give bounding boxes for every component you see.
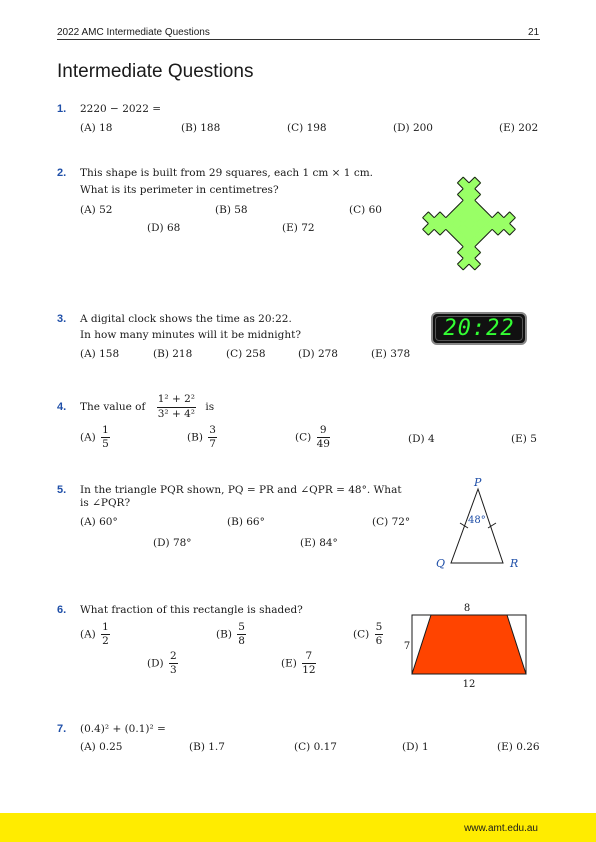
option-e: (E) 378 — [371, 348, 411, 360]
option-d: (D) 200 — [393, 122, 433, 134]
rectangle-figure — [398, 598, 540, 690]
option-numerator: 1 — [101, 425, 110, 438]
triangle-outline — [451, 489, 503, 563]
option-label: (D) — [147, 657, 164, 670]
question-number: 3. — [57, 313, 67, 325]
option-a: (A) 60° — [80, 516, 118, 528]
section-title: Intermediate Questions — [57, 61, 254, 82]
fraction-numerator: 1² + 2² — [157, 394, 196, 407]
option-numerator: 7 — [302, 651, 315, 664]
clock-display: 20:22 — [443, 316, 515, 341]
option-b — [187, 425, 217, 450]
option-a: (A) 0.25 — [80, 741, 123, 753]
shaded-trapezoid — [412, 615, 526, 674]
top-length-label: 8 — [463, 603, 471, 614]
option-e: (E) 72 — [282, 222, 315, 234]
side-length-label: 7 — [403, 641, 411, 652]
option-c: (C) 0.17 — [294, 741, 337, 753]
question-text: In the triangle PQR shown, PQ = PR and ∠QPR = 48°. What — [80, 484, 402, 496]
question-text — [80, 388, 214, 426]
question-text-tail: is — [205, 401, 215, 413]
page-number: 21 — [528, 27, 540, 38]
header-rule — [57, 39, 540, 40]
option-label: (C) — [353, 628, 370, 641]
question-number: 5. — [57, 484, 67, 496]
option-denominator: 8 — [238, 635, 245, 648]
option-denominator: 2 — [102, 635, 109, 648]
question-text: What is its perimeter in centimetres? — [80, 184, 279, 196]
option-c: (C) 72° — [372, 516, 411, 528]
fraction-expression — [157, 394, 196, 419]
question-number: 1. — [57, 103, 67, 115]
option-b: (B) 1.7 — [189, 741, 225, 753]
option-numerator: 1 — [101, 622, 110, 635]
option-e: (E) 0.26 — [497, 741, 540, 753]
question-text: What fraction of this rectangle is shaded? — [80, 604, 303, 616]
fraction-denominator: 3² + 4² — [157, 407, 195, 420]
question-number: 4. — [57, 401, 67, 413]
option-label: (A) — [80, 628, 96, 641]
question-text: (0.4)² + (0.1)² = — [80, 723, 166, 735]
footer-url[interactable]: www.amt.edu.au — [464, 823, 538, 834]
tick-mark — [488, 523, 496, 528]
digital-clock — [431, 312, 527, 345]
question-text-lead: The value of — [80, 401, 146, 413]
option-denominator: 5 — [102, 438, 109, 451]
option-numerator: 5 — [237, 622, 246, 635]
vertex-label-r: R — [510, 557, 519, 570]
option-c — [295, 425, 330, 450]
cross-shape-figure — [406, 167, 532, 280]
bottom-length-label: 12 — [462, 679, 476, 690]
vertex-label-p: P — [474, 476, 482, 489]
option-a — [80, 622, 110, 647]
question-text: In how many minutes will it be midnight? — [80, 329, 301, 341]
option-a: (A) 158 — [80, 348, 120, 360]
question-number: 2. — [57, 167, 67, 179]
footer-bar — [0, 813, 596, 842]
triangle-pqr-figure — [430, 474, 530, 574]
option-e: (E) 5 — [511, 433, 537, 445]
option-e: (E) 202 — [499, 122, 539, 134]
running-header-title: 2022 AMC Intermediate Questions — [57, 27, 210, 38]
option-denominator: 49 — [316, 438, 330, 451]
option-denominator: 3 — [169, 664, 177, 677]
option-a: (A) 18 — [80, 122, 113, 134]
option-e — [281, 651, 316, 676]
option-c: (C) 198 — [287, 122, 327, 134]
question-text: This shape is built from 29 squares, each 1 cm × 1 cm. — [80, 167, 374, 179]
option-label: (B) — [216, 628, 232, 641]
option-d: (D) 1 — [402, 741, 429, 753]
option-b: (B) 58 — [215, 204, 248, 216]
option-denominator: 6 — [375, 635, 383, 648]
question-text: is ∠PQR? — [80, 497, 131, 509]
option-b: (B) 188 — [181, 122, 221, 134]
option-c: (C) 60 — [349, 204, 382, 216]
option-b — [216, 622, 246, 647]
option-label: (A) — [80, 431, 96, 444]
option-numerator: 5 — [375, 622, 384, 635]
option-a — [80, 425, 110, 450]
question-text: 2220 − 2022 = — [80, 103, 162, 115]
option-label: (C) — [295, 431, 312, 444]
option-d — [147, 651, 178, 676]
option-numerator: 3 — [208, 425, 217, 438]
option-e: (E) 84° — [300, 537, 338, 549]
option-b: (B) 218 — [153, 348, 193, 360]
option-numerator: 2 — [169, 651, 178, 664]
option-label: (E) — [281, 657, 297, 670]
option-d: (D) 4 — [408, 433, 435, 445]
option-b: (B) 66° — [227, 516, 265, 528]
option-d: (D) 278 — [298, 348, 338, 360]
option-denominator: 7 — [209, 438, 216, 451]
option-d: (D) 78° — [153, 537, 192, 549]
question-text: A digital clock shows the time as 20:22. — [80, 313, 292, 325]
option-numerator: 9 — [317, 425, 330, 438]
question-number: 7. — [57, 723, 67, 735]
option-c: (C) 258 — [226, 348, 266, 360]
angle-label: 48° — [468, 515, 486, 526]
option-d: (D) 68 — [147, 222, 181, 234]
vertex-label-q: Q — [436, 557, 446, 570]
option-c — [353, 622, 383, 647]
option-label: (B) — [187, 431, 203, 444]
question-number: 6. — [57, 604, 67, 616]
option-denominator: 12 — [302, 664, 316, 677]
option-a: (A) 52 — [80, 204, 113, 216]
